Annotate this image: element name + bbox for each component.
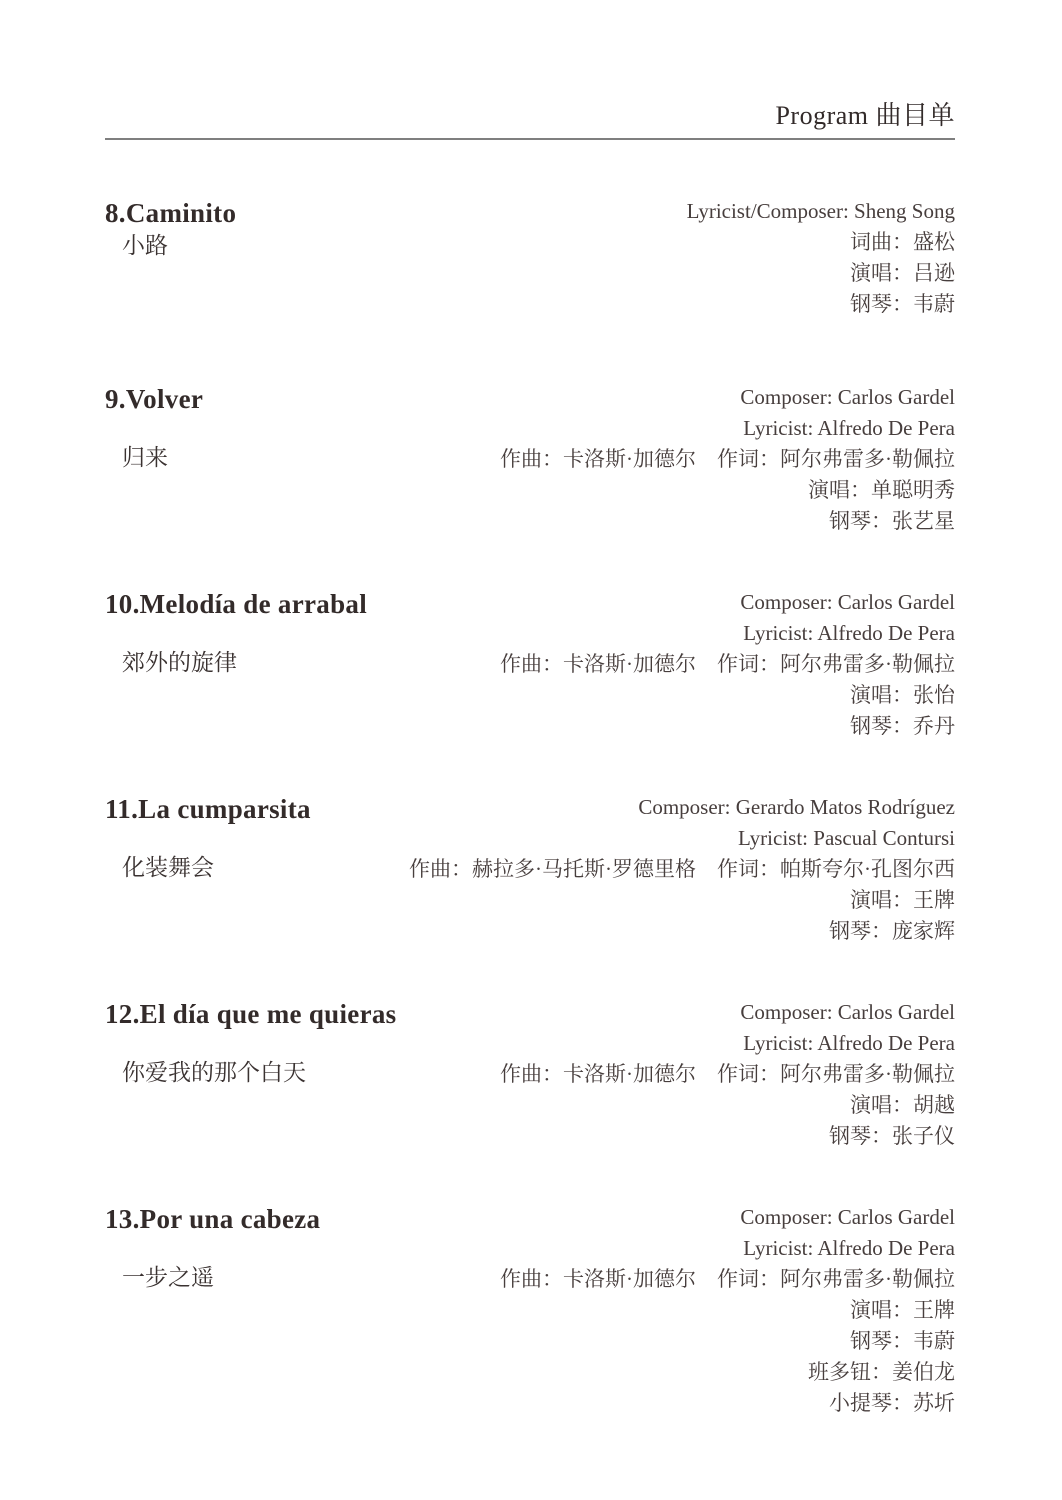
credit-line: 作曲：卡洛斯·加德尔 作词：阿尔弗雷多·勒佩拉 [500, 1062, 955, 1086]
program-item [105, 1202, 955, 1419]
credit-line: 演唱：张怡 [850, 683, 955, 707]
song-title-chinese: 小路 [122, 233, 168, 258]
song-title-block [105, 587, 367, 678]
credit-line: Composer: Carlos Gardel [740, 1000, 955, 1024]
credit-line: 词曲：盛松 [850, 230, 955, 254]
credit-line: 钢琴：韦蔚 [850, 1329, 955, 1353]
program-list [105, 196, 955, 1419]
credit-line: Composer: Carlos Gardel [740, 385, 955, 409]
program-item [105, 196, 955, 320]
song-title: 9.Volver [105, 384, 204, 414]
song-title-chinese: 郊外的旋律 [122, 650, 237, 675]
song-title-block [105, 792, 311, 883]
credit-line: 演唱：吕逊 [850, 261, 955, 285]
credit-line: 作曲：卡洛斯·加德尔 作词：阿尔弗雷多·勒佩拉 [500, 652, 955, 676]
credit-line: Lyricist/Composer: Sheng Song [686, 199, 955, 223]
program-item [105, 997, 955, 1152]
song-title-block [105, 997, 396, 1088]
song-title: 11.La cumparsita [105, 794, 311, 824]
song-title: 13.Por una cabeza [105, 1204, 321, 1234]
credit-line: 钢琴：庞家辉 [829, 919, 955, 943]
program-item [105, 587, 955, 742]
credit-line: 作曲：卡洛斯·加德尔 作词：阿尔弗雷多·勒佩拉 [500, 447, 955, 471]
header-divider [105, 138, 955, 140]
credit-line: 作曲：卡洛斯·加德尔 作词：阿尔弗雷多·勒佩拉 [500, 1267, 955, 1291]
program-item [105, 792, 955, 947]
credit-line: Lyricist: Alfredo De Pera [743, 1236, 955, 1260]
song-title: 8.Caminito [105, 198, 237, 228]
credit-line: Composer: Carlos Gardel [740, 590, 955, 614]
credit-line: Composer: Gerardo Matos Rodríguez [638, 795, 955, 819]
credit-line: 演唱：王牌 [850, 1298, 955, 1322]
credit-line: 班多钮：姜伯龙 [808, 1360, 955, 1384]
credit-line: Lyricist: Alfredo De Pera [743, 416, 955, 440]
credit-line: 钢琴：张艺星 [829, 509, 955, 533]
credit-line: 作曲：赫拉多·马托斯·罗德里格 作词：帕斯夸尔·孔图尔西 [409, 857, 955, 881]
song-title-block [105, 382, 203, 473]
credit-line: 演唱：王牌 [850, 888, 955, 912]
credit-line: 演唱：单聪明秀 [808, 478, 955, 502]
credit-line: 演唱：胡越 [850, 1093, 955, 1117]
song-title: 10.Melodía de arrabal [105, 589, 368, 619]
credit-line: Composer: Carlos Gardel [740, 1205, 955, 1229]
song-title-chinese: 归来 [122, 445, 168, 470]
song-title-chinese: 化装舞会 [122, 855, 214, 880]
credit-line: 小提琴：苏圻 [829, 1391, 955, 1415]
page-header [105, 100, 955, 140]
song-title: 12.El día que me quieras [105, 999, 397, 1029]
credit-line: 钢琴：韦蔚 [850, 292, 955, 316]
page-title: Program 曲目单 [775, 101, 955, 130]
song-credits [105, 382, 955, 537]
song-title-block [105, 196, 236, 261]
credit-line: Lyricist: Alfredo De Pera [743, 1031, 955, 1055]
credit-line: Lyricist: Pascual Contursi [738, 826, 955, 850]
credit-line: 钢琴：乔丹 [850, 714, 955, 738]
song-title-block [105, 1202, 320, 1293]
credit-line: Lyricist: Alfredo De Pera [743, 621, 955, 645]
credit-line: 钢琴：张子仪 [829, 1124, 955, 1148]
song-title-chinese: 你爱我的那个白天 [122, 1060, 306, 1085]
song-title-chinese: 一步之遥 [122, 1265, 214, 1290]
program-item [105, 382, 955, 537]
